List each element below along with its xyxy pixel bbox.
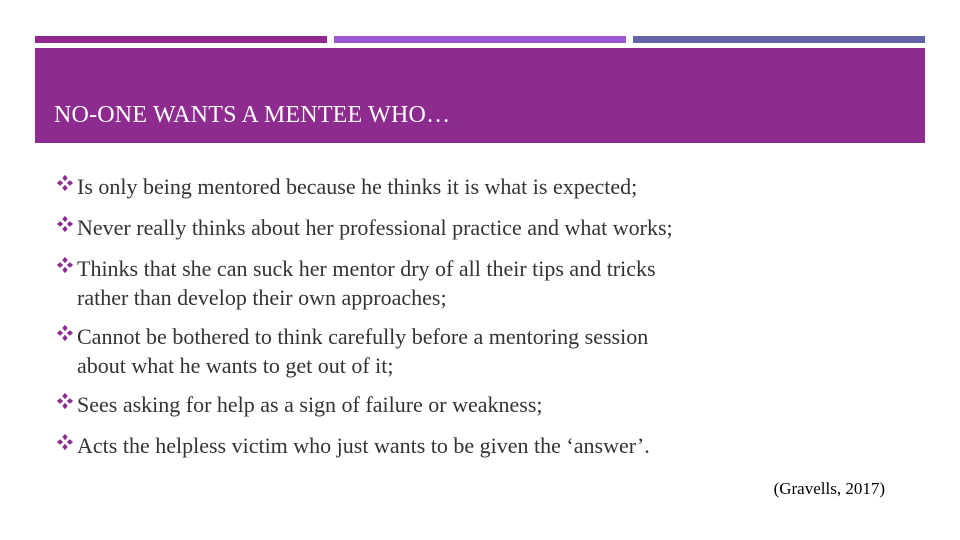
slide-title: NO-ONE WANTS A MENTEE WHO… xyxy=(54,102,451,128)
bullet-item xyxy=(56,390,916,419)
bullet-text: Thinks that she can suck her mentor dry of all their tips and tricks rather than develop their own approaches; xyxy=(77,256,656,310)
top-accent-bar-1 xyxy=(35,36,327,43)
bullet-item xyxy=(56,431,916,460)
top-accent-bar-2 xyxy=(334,36,626,43)
bullet-text: Never really thinks about her professional practice and what works; xyxy=(77,215,673,240)
bullet-item xyxy=(56,254,916,312)
diamond-bullet-icon xyxy=(56,392,74,410)
bullet-text: Sees asking for help as a sign of failure or weakness; xyxy=(77,392,543,417)
bullet-text: Acts the helpless victim who just wants to be given the ‘answer’. xyxy=(77,433,650,458)
title-band xyxy=(35,48,925,143)
bullet-text: Cannot be bothered to think carefully before a mentoring session about what he wants to get out of it; xyxy=(77,324,649,378)
diamond-bullet-icon xyxy=(56,324,74,342)
bullet-item xyxy=(56,172,916,201)
bullet-item xyxy=(56,213,916,242)
bullet-text: Is only being mentored because he thinks it is what is expected; xyxy=(77,174,638,199)
diamond-bullet-icon xyxy=(56,433,74,451)
diamond-bullet-icon xyxy=(56,256,74,274)
diamond-bullet-icon xyxy=(56,215,74,233)
top-accent-bar-3 xyxy=(633,36,925,43)
diamond-bullet-icon xyxy=(56,174,74,192)
citation: (Gravells, 2017) xyxy=(773,479,885,498)
bullet-item xyxy=(56,322,916,380)
